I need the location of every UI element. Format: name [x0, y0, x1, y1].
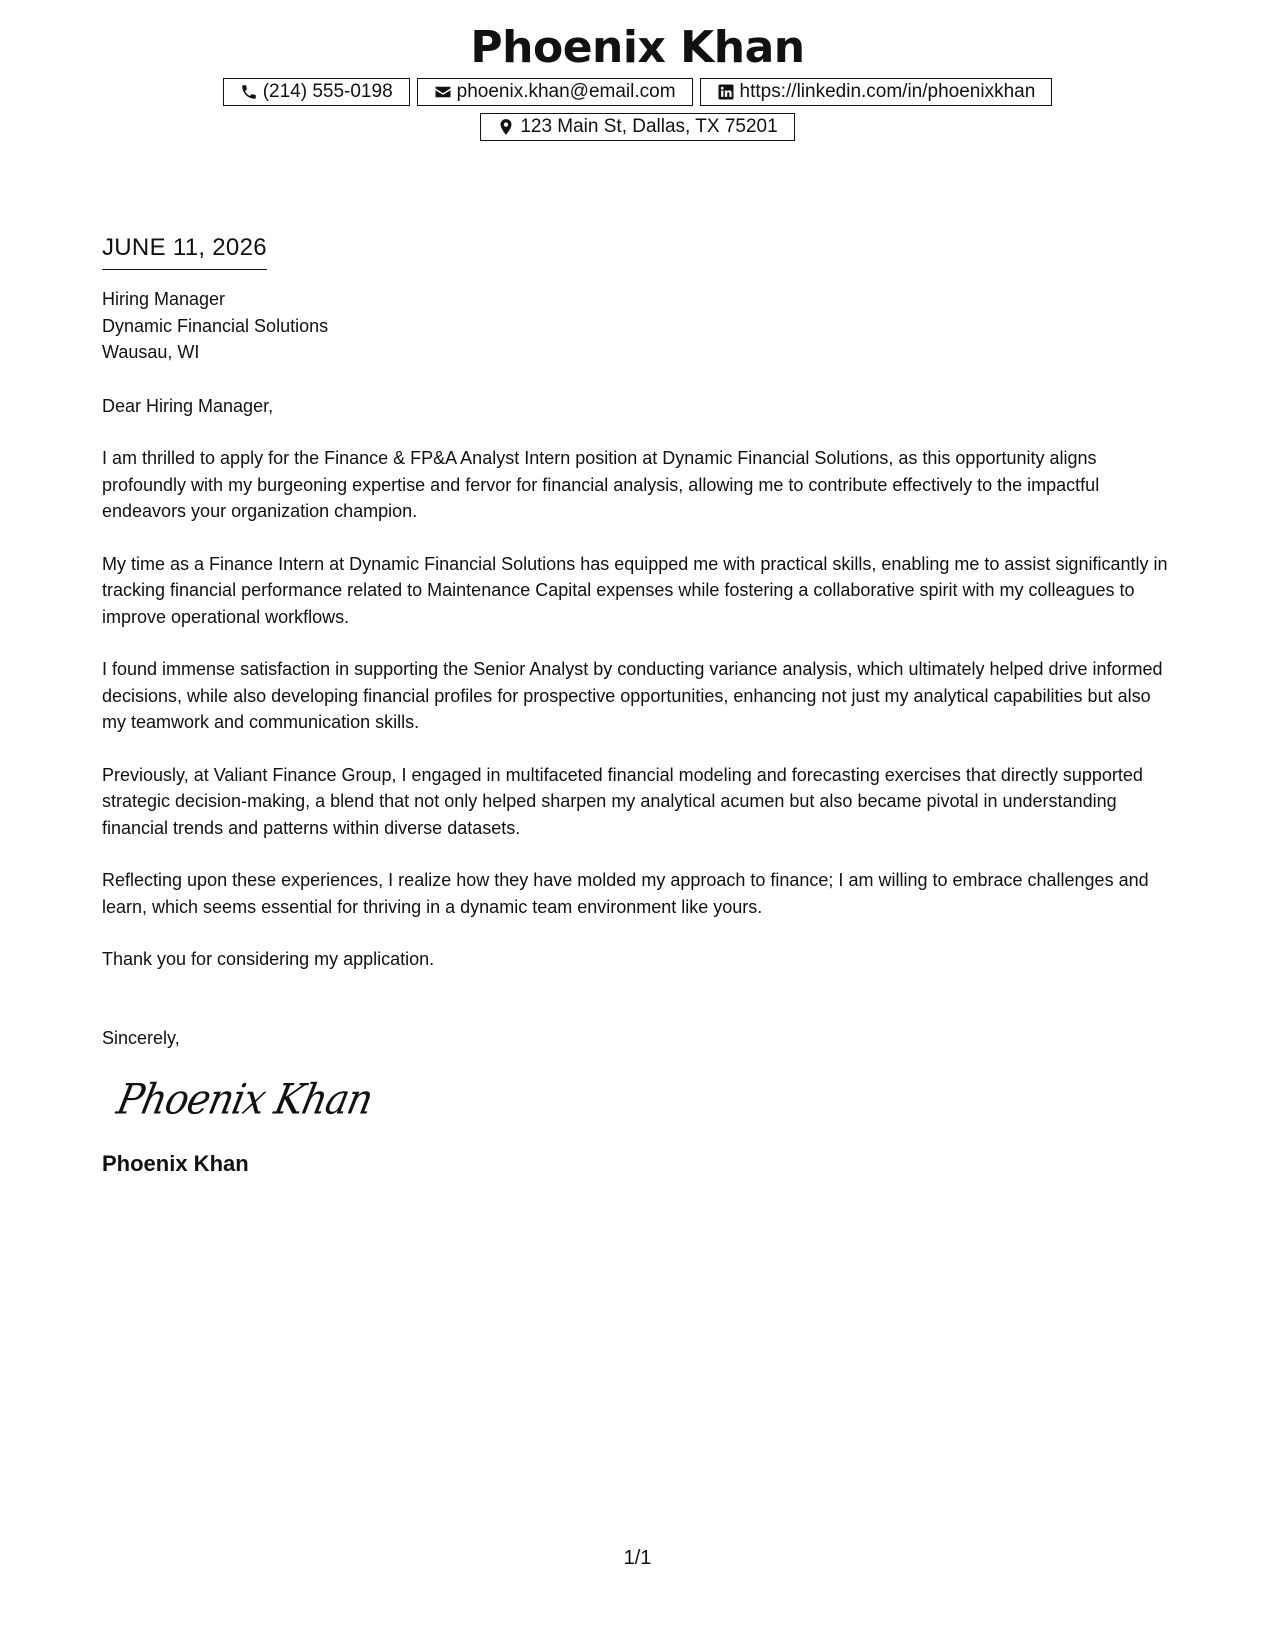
recipient-block	[102, 286, 1177, 366]
signature: Phoenix Khan	[112, 1074, 377, 1124]
envelope-icon	[434, 83, 452, 101]
letter-header	[0, 20, 1275, 141]
signer-name: Phoenix Khan	[102, 1151, 249, 1176]
paragraph: I am thrilled to apply for the Finance & FP&A Analyst Intern position at Dynamic Financial Solutions, as this opportunity aligns profoundly with my burgeoning expertise and fervor for financial analysis, allowing me to contribute effectively to the impactful endeavors your organization champion.	[102, 448, 1100, 521]
paragraph: I found immense satisfaction in supporting the Senior Analyst by conducting variance analysis, which ultimately helped drive informed decisions, while also developing financial profiles for prospective opportunities, enhancing not just my analytical capabilities but also my teamwork and communication skills.	[102, 659, 1163, 732]
phone-icon	[240, 83, 258, 101]
phone-contact	[223, 78, 410, 106]
address-contact	[480, 113, 794, 141]
thanks-line: Thank you for considering my application.	[102, 949, 435, 969]
page-number: 1/1	[623, 1547, 652, 1569]
greeting: Dear Hiring Manager,	[102, 395, 274, 416]
recipient-location: Wausau, WI	[102, 342, 200, 362]
contact-row-address	[0, 113, 1275, 141]
email-contact[interactable]	[417, 78, 693, 106]
address-text: 123 Main St, Dallas, TX 75201	[520, 116, 778, 137]
recipient-company: Dynamic Financial Solutions	[102, 315, 329, 336]
contact-row	[0, 78, 1275, 106]
closing: Sincerely,	[102, 1027, 180, 1048]
email-text: phoenix.khan@email.com	[456, 81, 676, 102]
recipient-title: Hiring Manager	[102, 289, 226, 309]
linkedin-contact[interactable]	[700, 78, 1053, 106]
paragraph: Reflecting upon these experiences, I realize how they have molded my approach to finance; I am willing to embrace challenges and learn, which seems essential for thriving in a dynamic team environment like yours.	[102, 870, 1149, 917]
linkedin-text: https://linkedin.com/in/phoenixkhan	[739, 81, 1036, 102]
applicant-name: Phoenix Khan	[470, 22, 805, 73]
letter-date: JUNE 11, 2026	[102, 232, 267, 270]
phone-text: (214) 555-0198	[262, 81, 393, 102]
linkedin-icon	[717, 83, 735, 101]
map-marker-icon	[497, 118, 515, 136]
paragraph: Previously, at Valiant Finance Group, I engaged in multifaceted financial modeling and forecasting exercises that directly supported strategic decision-making, a blend that not only helped sharpen my analytical acumen but also became pivotal in understanding financial trends and patterns within diverse datasets.	[102, 764, 1143, 838]
letter-body	[102, 232, 1177, 1179]
paragraph: My time as a Finance Intern at Dynamic Financial Solutions has equipped me with practical skills, enabling me to assist significantly in tracking financial performance related to Maintenance Capital expenses while fostering a collaborative spirit with my colleagues to improve operational workflows.	[102, 553, 1168, 627]
